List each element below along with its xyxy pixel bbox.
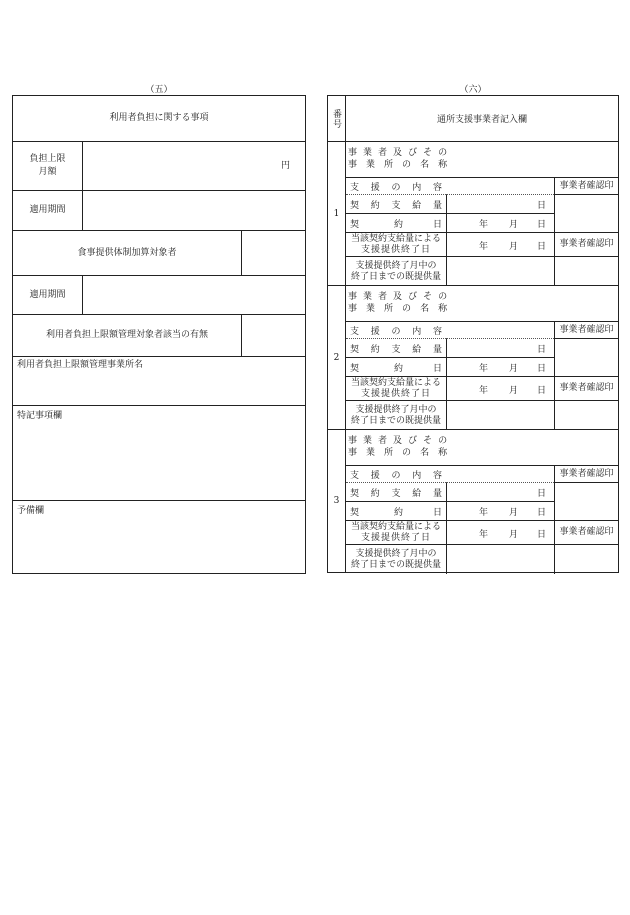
support-content-label: 支 援 の 内 容 [346, 322, 446, 339]
end-date-label: 当該契約支給量による 支援提供終了日 [346, 233, 446, 257]
contract-amount-label: 契 約 支 給 量 [346, 483, 446, 502]
month-unit: 月 [509, 220, 519, 230]
block-number: 2 [328, 286, 346, 429]
provider-form [327, 95, 619, 573]
section-label-5: （五） [145, 85, 173, 95]
support-content-label: 支 援 の 内 容 [346, 466, 446, 483]
contract-amount-field[interactable] [446, 195, 554, 214]
block-number: 3 [328, 430, 346, 572]
provider-block-1 [328, 142, 618, 286]
day-unit: 日 [536, 201, 546, 211]
contract-amount-label: 契 約 支 給 量 [346, 195, 446, 214]
block-number: 1 [328, 142, 346, 285]
support-content-field[interactable] [446, 322, 554, 339]
day-unit: 日 [536, 242, 546, 252]
month-unit: 月 [509, 364, 519, 374]
contract-date-label: 契 約 日 [346, 358, 446, 377]
provider-form-title: 通所支援事業者記入欄 [346, 96, 618, 142]
year-unit: 年 [479, 530, 489, 540]
year-unit: 年 [479, 242, 489, 252]
period-label-1: 適用期間 [13, 191, 83, 230]
period-field-1[interactable] [83, 191, 305, 230]
month-unit: 月 [509, 530, 519, 540]
confirm-stamp-label: 事業者確認印 [554, 322, 618, 339]
period-field-2[interactable] [83, 276, 305, 314]
yen-unit: 円 [280, 160, 290, 171]
provided-amount-label: 支援提供終了月中の 終了日までの既提供量 [350, 404, 441, 426]
support-content-field[interactable] [446, 466, 554, 483]
end-date-field[interactable] [446, 233, 554, 257]
confirm-stamp-field[interactable] [554, 401, 618, 430]
contract-date-label: 契 約 日 [346, 502, 446, 521]
provided-amount-label: 支援提供終了月中の 終了日までの既提供量 [350, 548, 441, 570]
provided-amount-field[interactable] [446, 401, 554, 430]
contract-date-label: 契 約 日 [346, 214, 446, 233]
support-content-field[interactable] [446, 178, 554, 195]
user-burden-title: 利用者負担に関する事項 [109, 113, 209, 123]
year-unit: 年 [479, 364, 489, 374]
day-unit: 日 [536, 220, 546, 230]
end-date-field[interactable] [446, 377, 554, 401]
meal-addition-field[interactable] [242, 231, 305, 275]
office-name-field[interactable] [446, 142, 618, 178]
provider-block-3 [328, 430, 618, 572]
confirm-stamp-field[interactable] [554, 545, 618, 574]
contract-date-field[interactable] [446, 358, 554, 377]
day-unit: 日 [536, 508, 546, 518]
day-unit: 日 [536, 489, 546, 499]
number-header: 番号 [328, 96, 346, 142]
provider-block-2 [328, 286, 618, 430]
contract-amount-field[interactable] [446, 339, 554, 358]
office-name-label: 事 業 者 及 び そ の 事 業 所 の 名 称 [346, 430, 446, 466]
office-name-label: 事 業 者 及 び そ の 事 業 所 の 名 称 [346, 286, 446, 322]
confirm-stamp-field[interactable] [554, 483, 618, 521]
day-unit: 日 [536, 530, 546, 540]
section-label-6: （六） [459, 85, 487, 95]
support-content-label: 支 援 の 内 容 [346, 178, 446, 195]
provided-amount-field[interactable] [446, 545, 554, 574]
special-notes-label: 特記事項欄 [17, 411, 63, 421]
limit-monthly-label: 負担上限 月額 [13, 142, 83, 190]
month-unit: 月 [509, 508, 519, 518]
office-name-label: 事 業 者 及 び そ の 事 業 所 の 名 称 [346, 142, 446, 178]
day-unit: 日 [536, 364, 546, 374]
month-unit: 月 [509, 386, 519, 396]
year-unit: 年 [479, 220, 489, 230]
confirm-stamp-label: 事業者確認印 [554, 178, 618, 195]
office-name-field[interactable] [446, 430, 618, 466]
reserve-label: 予備欄 [17, 506, 45, 516]
period-label-2: 適用期間 [13, 276, 83, 314]
office-name-field[interactable] [446, 286, 618, 322]
confirm-stamp-field[interactable] [554, 195, 618, 233]
end-date-label: 当該契約支給量による 支援提供終了日 [346, 377, 446, 401]
contract-date-field[interactable] [446, 502, 554, 521]
confirm-stamp-field[interactable] [554, 339, 618, 377]
day-unit: 日 [536, 386, 546, 396]
contract-amount-field[interactable] [446, 483, 554, 502]
mgmt-office-label: 利用者負担上限額管理事業所名 [17, 360, 144, 370]
contract-amount-label: 契 約 支 給 量 [346, 339, 446, 358]
day-unit: 日 [536, 345, 546, 355]
limit-mgmt-field[interactable] [242, 315, 305, 356]
year-unit: 年 [479, 386, 489, 396]
meal-addition-label: 食事提供体制加算対象者 [13, 231, 242, 275]
confirm-stamp-label: 事業者確認印 [554, 233, 618, 257]
confirm-stamp-label: 事業者確認印 [554, 466, 618, 483]
confirm-stamp-label: 事業者確認印 [554, 521, 618, 545]
end-date-label: 当該契約支給量による 支援提供終了日 [346, 521, 446, 545]
provided-amount-label: 支援提供終了月中の 終了日までの既提供量 [350, 260, 441, 282]
month-unit: 月 [509, 242, 519, 252]
confirm-stamp-label: 事業者確認印 [554, 377, 618, 401]
end-date-field[interactable] [446, 521, 554, 545]
user-burden-form [12, 95, 306, 574]
limit-monthly-field[interactable] [83, 142, 305, 190]
year-unit: 年 [479, 508, 489, 518]
limit-mgmt-label: 利用者負担上限額管理対象者該当の有無 [13, 315, 242, 356]
provided-amount-field[interactable] [446, 257, 554, 286]
confirm-stamp-field[interactable] [554, 257, 618, 286]
contract-date-field[interactable] [446, 214, 554, 233]
